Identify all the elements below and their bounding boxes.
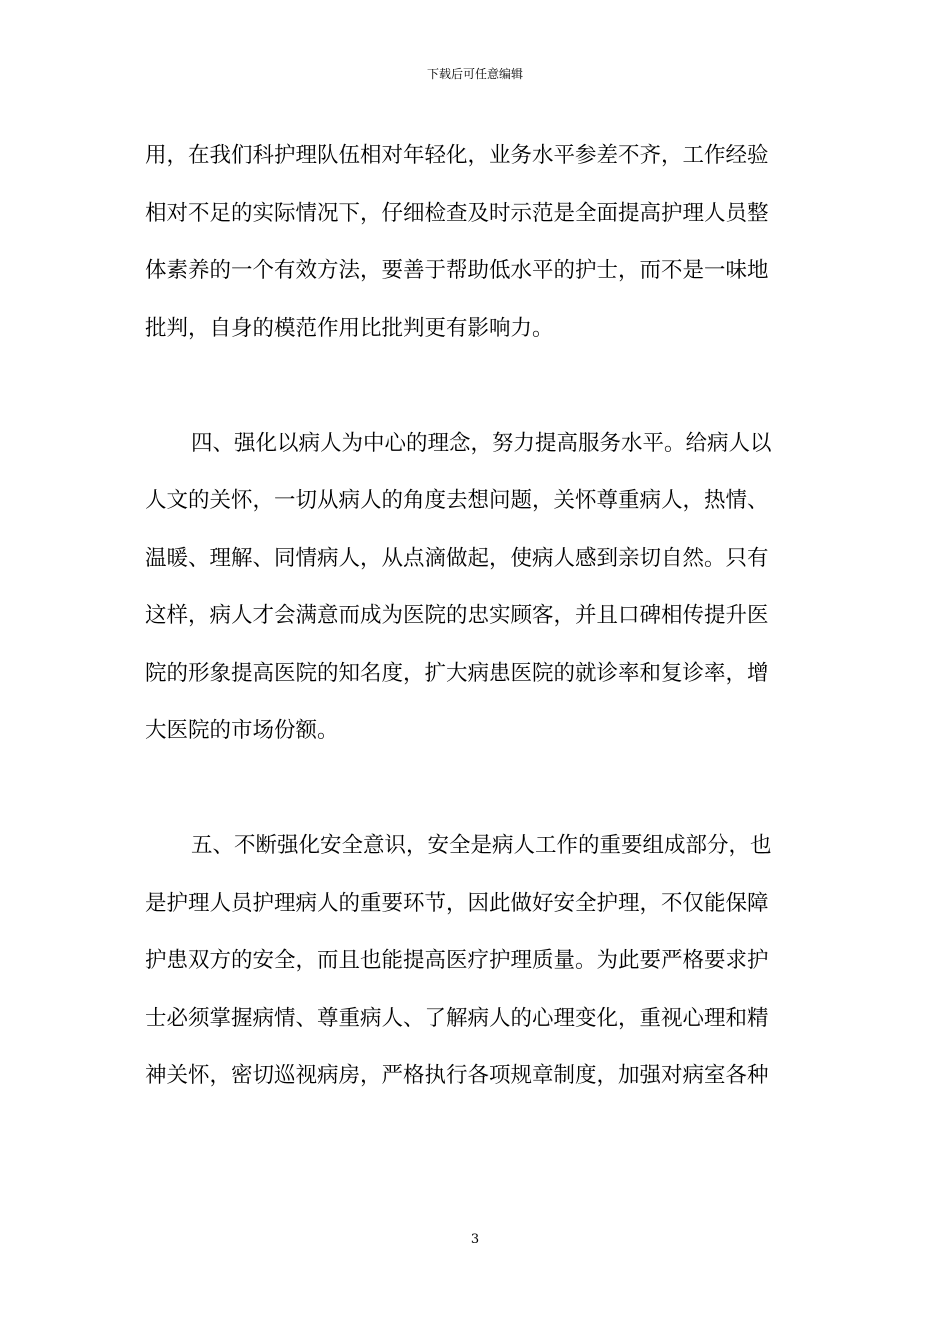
text-line: 这样，病人才会满意而成为医院的忠实顾客，并且口碑相传提升医 xyxy=(145,603,769,628)
paragraph-gap xyxy=(145,357,810,415)
text-line: 五、不断强化安全意识，安全是病人工作的重要组成部分，也 xyxy=(191,833,772,858)
text-line: 士必须掌握病情、尊重病人、了解病人的心理变化，重视心理和精 xyxy=(145,1005,769,1031)
page-header: 下载后可任意编辑 xyxy=(426,67,523,81)
text-line: 院的形象提高医院的知名度，扩大病患医院的就诊率和复诊率，增 xyxy=(145,660,769,686)
text-line: 神关怀，密切巡视病房，严格执行各项规章制度，加强对病室各种 xyxy=(145,1063,769,1088)
text-line: 是护理人员护理病人的重要环节，因此做好安全护理，不仅能保障 xyxy=(145,890,769,916)
text-line: 四、强化以病人为中心的理念，努力提高服务水平。给病人以 xyxy=(191,430,772,456)
text-line: 大医院的市场份额。 xyxy=(145,718,339,743)
paragraph-gap xyxy=(145,760,810,818)
text-line: 温暖、理解、同情病人，从点滴做起，使病人感到亲切自然。只有 xyxy=(145,545,769,571)
text-line: 相对不足的实际情况下，仔细检查及时示范是全面提高护理人员整 xyxy=(145,200,769,226)
text-line: 护患双方的安全，而且也能提高医疗护理质量。为此要严格要求护 xyxy=(145,948,769,973)
text-line: 用，在我们科护理队伍相对年轻化，业务水平参差不齐，工作经验 xyxy=(145,143,769,168)
page-number: 3 xyxy=(470,1232,480,1247)
text-line: 人文的关怀，一切从病人的角度去想问题，关怀尊重病人，热情、 xyxy=(145,488,769,513)
document-body xyxy=(145,127,810,1105)
text-line: 体素养的一个有效方法，要善于帮助低水平的护士，而不是一味地 xyxy=(145,258,769,283)
text-line: 批判，自身的模范作用比批判更有影响力。 xyxy=(145,315,554,341)
